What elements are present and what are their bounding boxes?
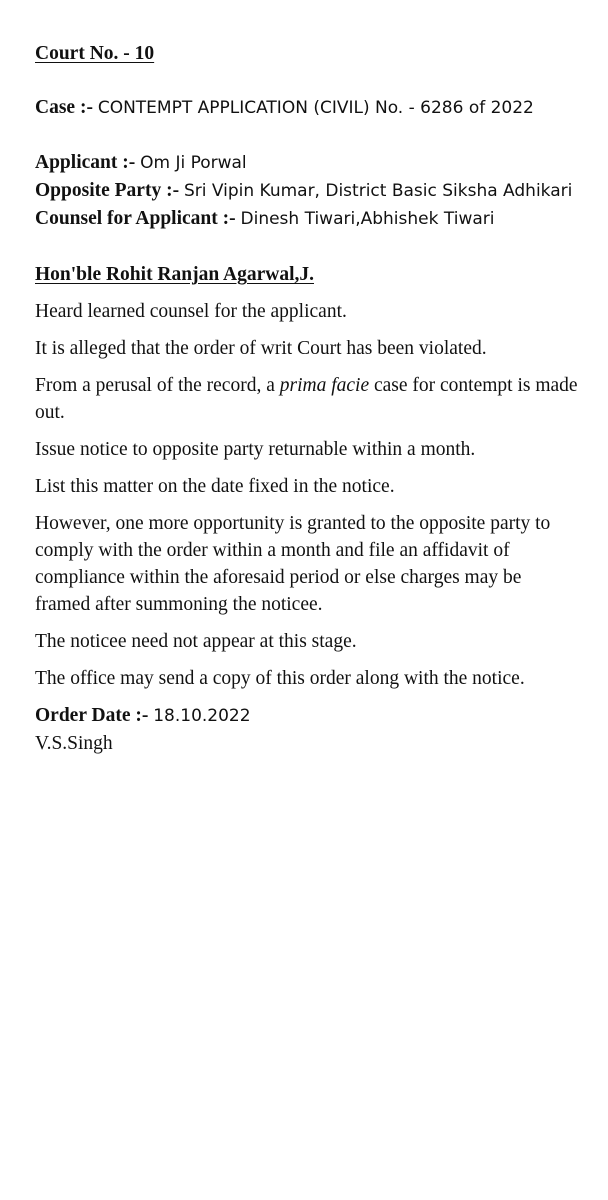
opposite-party-value: Sri Vipin Kumar, District Basic Siksha Adhikari	[183, 181, 573, 201]
paragraph-7: The noticee need not appear at this stage.	[35, 631, 357, 652]
case-line	[35, 94, 580, 122]
counsel-line	[35, 205, 580, 233]
signatory: V.S.Singh	[35, 733, 113, 754]
case-label: Case :-	[35, 97, 93, 118]
parties-block	[35, 149, 580, 233]
order-date-value: 18.10.2022	[153, 706, 251, 726]
applicant-line	[35, 149, 580, 177]
court-number	[35, 40, 580, 67]
case-value: CONTEMPT APPLICATION (CIVIL) No. - 6286 of 2022	[97, 98, 534, 118]
counsel-value: Dinesh Tiwari,Abhishek Tiwari	[240, 209, 495, 229]
applicant-value: Om Ji Porwal	[140, 153, 247, 173]
order-date-line	[35, 702, 580, 730]
judge-name-text: Hon'ble Rohit Ranjan Agarwal,J.	[35, 264, 314, 285]
paragraph-4: Issue notice to opposite party returnable within a month.	[35, 439, 476, 460]
paragraph-6: However, one more opportunity is granted to the opposite party to comply with the order within a month and file an affidavit of compliance within the aforesaid period or else charges may be framed after summoning the noticee.	[35, 513, 551, 615]
paragraph-3	[35, 372, 580, 426]
paragraph-5: List this matter on the date fixed in the notice.	[35, 476, 395, 497]
counsel-label: Counsel for Applicant :-	[35, 208, 236, 229]
order-date-label: Order Date :-	[35, 705, 149, 726]
opposite-party-label: Opposite Party :-	[35, 180, 180, 201]
paragraph-3-end: case for contempt is made out.	[35, 375, 578, 423]
opposite-party-line	[35, 177, 580, 205]
paragraph-1: Heard learned counsel for the applicant.	[35, 301, 347, 322]
prima-facie-italic: prima facie	[279, 375, 370, 396]
judge-name	[35, 261, 580, 288]
paragraph-3-start: From a perusal of the record, a	[35, 375, 280, 396]
order-document	[35, 40, 580, 757]
applicant-label: Applicant :-	[35, 152, 136, 173]
paragraph-2: It is alleged that the order of writ Court has been violated.	[35, 338, 487, 359]
court-number-label: Court No. - 10	[35, 43, 155, 64]
paragraph-8: The office may send a copy of this order along with the notice.	[35, 668, 525, 689]
